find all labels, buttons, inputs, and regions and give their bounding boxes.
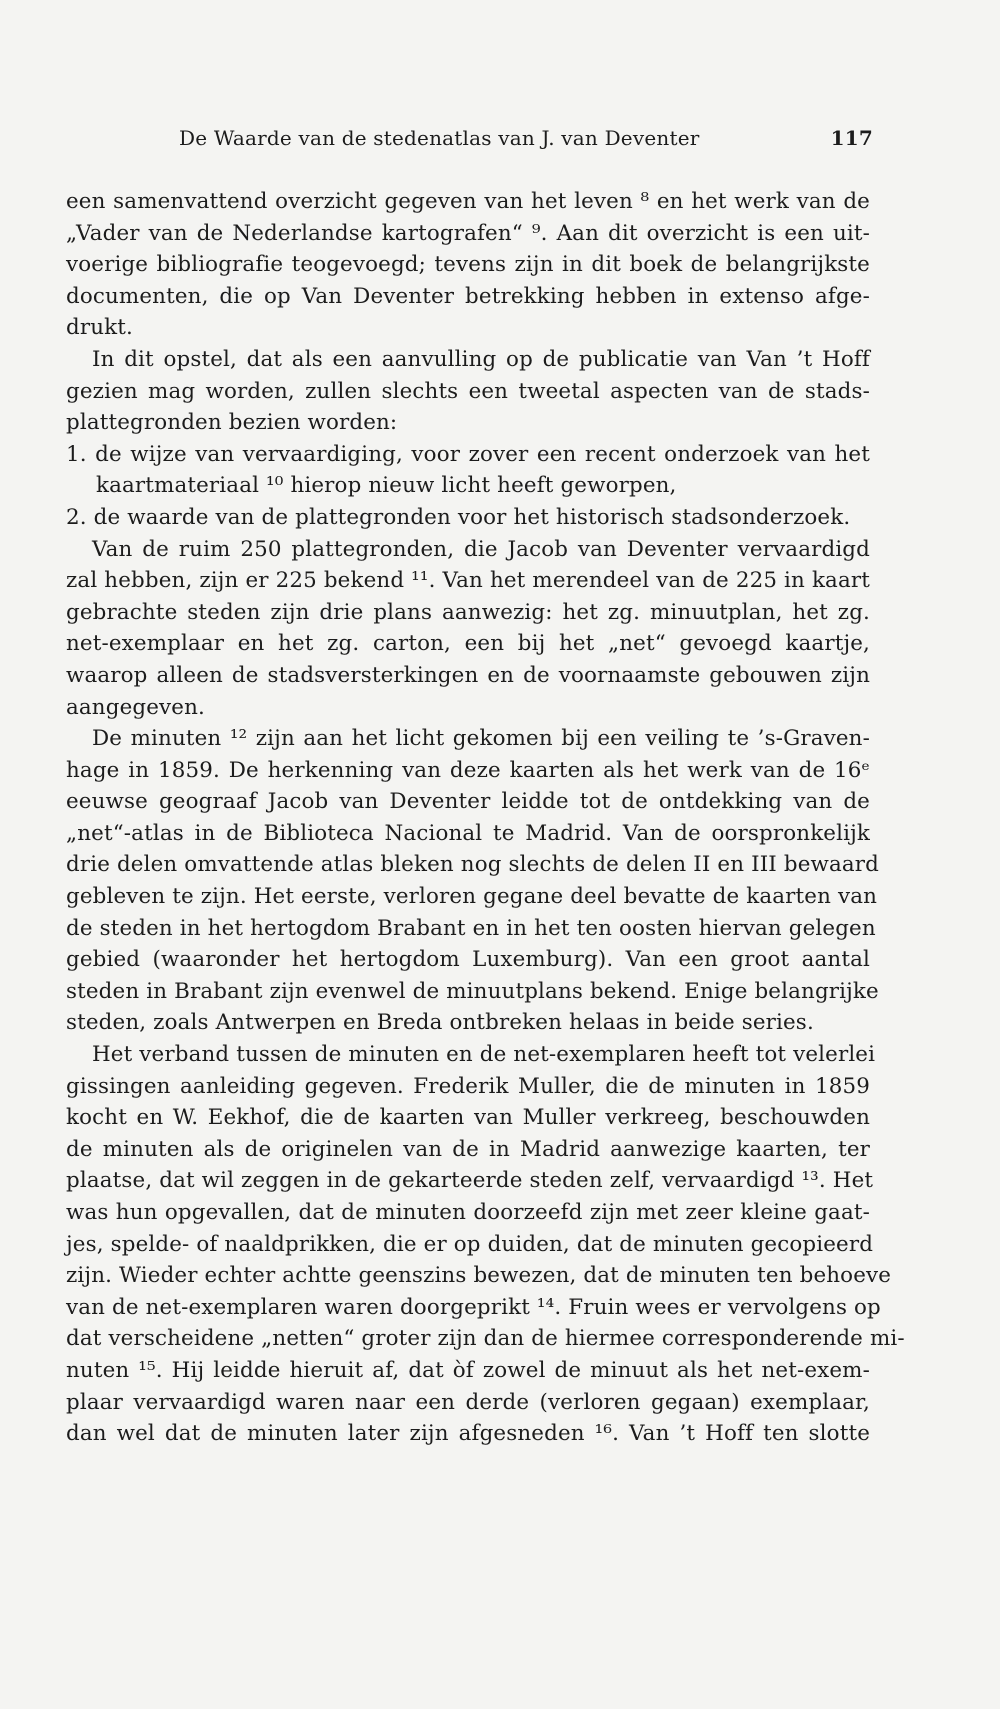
text-line: 1. de wijze van vervaardiging, voor zover een recent onderzoek van het (66, 441, 870, 467)
text-line: gebrachte steden zijn drie plans aanwezig: het zg. minuutplan, het zg. (66, 599, 870, 625)
text-line: zal hebben, zijn er 225 bekend ¹¹. Van het merendeel van de 225 in kaart (66, 568, 870, 594)
text-line: documenten, die op Van Deventer betrekking hebben in extenso afge- (66, 283, 870, 309)
text-line: steden in Brabant zijn evenwel de minuutplans bekend. Enige belangrijke (66, 978, 879, 1004)
text-line: aangegeven. (66, 694, 205, 720)
running-head (113, 122, 873, 156)
text-line: van de net-exemplaren waren doorgeprikt ¹⁴. Fruin wees er vervolgens op (66, 1294, 881, 1320)
text-line: hage in 1859. De herkenning van deze kaarten als het werk van de 16ᵉ (66, 757, 870, 783)
text-line: steden, zoals Antwerpen en Breda ontbreken helaas in beide series. (66, 1010, 814, 1036)
running-head-title: De Waarde van de stedenatlas van J. van Deventer (179, 126, 700, 150)
text-line: gissingen aanleiding gegeven. Frederik Muller, die de minuten in 1859 (66, 1073, 870, 1099)
text-line: net-exemplaar en het zg. carton, een bij het „net“ gevoegd kaartje, (66, 631, 870, 657)
text-line: nuten ¹⁵. Hij leidde hieruit af, dat òf zowel de minuut als het net-exem- (66, 1357, 870, 1383)
text-line: Van de ruim 250 plattegronden, die Jacob van Deventer vervaardigd (92, 536, 870, 562)
text-line: zijn. Wieder echter achtte geenszins bewezen, dat de minuten ten behoeve (66, 1263, 892, 1289)
body-text (66, 186, 905, 1450)
text-line: de minuten als de originelen van de in Madrid aanwezige kaarten, ter (66, 1136, 870, 1162)
text-line: jes, spelde- of naaldprikken, die er op duiden, dat de minuten gecopieerd (66, 1231, 874, 1257)
text-line: waarop alleen de stadsversterkingen en de voornaamste gebouwen zijn (66, 662, 870, 688)
text-line: een samenvattend overzicht gegeven van het leven ⁸ en het werk van de (66, 189, 870, 214)
text-line: eeuwse geograaf Jacob van Deventer leidde tot de ontdekking van de (66, 789, 870, 815)
page-number: 117 (830, 126, 873, 150)
text-line: dat verscheidene „netten“ groter zijn dan de hiermee corresponderende mi- (66, 1326, 905, 1352)
text-line: gebied (waaronder het hertogdom Luxemburg). Van een groot aantal (66, 947, 870, 973)
text-line: gebleven te zijn. Het eerste, verloren gegane deel bevatte de kaarten van (66, 884, 878, 910)
text-line: plattegronden bezien worden: (66, 410, 398, 436)
text-line: kaartmateriaal ¹⁰ hierop nieuw licht heeft geworpen, (96, 473, 677, 499)
text-line: voerige bibliografie teogevoegd; tevens zijn in dit boek de belangrijkste (66, 252, 870, 278)
text-line: De minuten ¹² zijn aan het licht gekomen bij een veiling te ’s-Graven- (92, 726, 870, 752)
text-line: drie delen omvattende atlas bleken nog slechts de delen II en III bewaard (66, 852, 879, 878)
text-line: drukt. (66, 315, 133, 341)
text-line: In dit opstel, dat als een aanvulling op de publicatie van Van ’t Hoff (92, 346, 870, 372)
text-line: „net“-atlas in de Biblioteca Nacional te Madrid. Van de oorspronkelijk (66, 820, 870, 846)
text-line: plaatse, dat wil zeggen in de gekarteerde steden zelf, vervaardigd ¹³. Het (66, 1168, 874, 1194)
text-line: gezien mag worden, zullen slechts een tweetal aspecten van de stads- (66, 378, 870, 404)
text-line: Het verband tussen de minuten en de net-exemplaren heeft tot velerlei (92, 1042, 876, 1068)
text-line: kocht en W. Eekhof, die de kaarten van Muller verkreeg, beschouwden (66, 1105, 870, 1131)
text-line: 2. de waarde van de plattegronden voor het historisch stadsonderzoek. (66, 504, 851, 530)
text-line: dan wel dat de minuten later zijn afgesneden ¹⁶. Van ’t Hoff ten slotte (66, 1421, 870, 1447)
text-line: was hun opgevallen, dat de minuten doorzeefd zijn met zeer kleine gaat- (66, 1200, 870, 1225)
text-line: plaar vervaardigd waren naar een derde (verloren gegaan) exemplaar, (66, 1389, 870, 1415)
text-line: de steden in het hertogdom Brabant en in het ten oosten hiervan gelegen (66, 915, 876, 941)
text-line: „Vader van de Nederlandse kartografen“ ⁹. Aan dit overzicht is een uit- (66, 220, 870, 246)
